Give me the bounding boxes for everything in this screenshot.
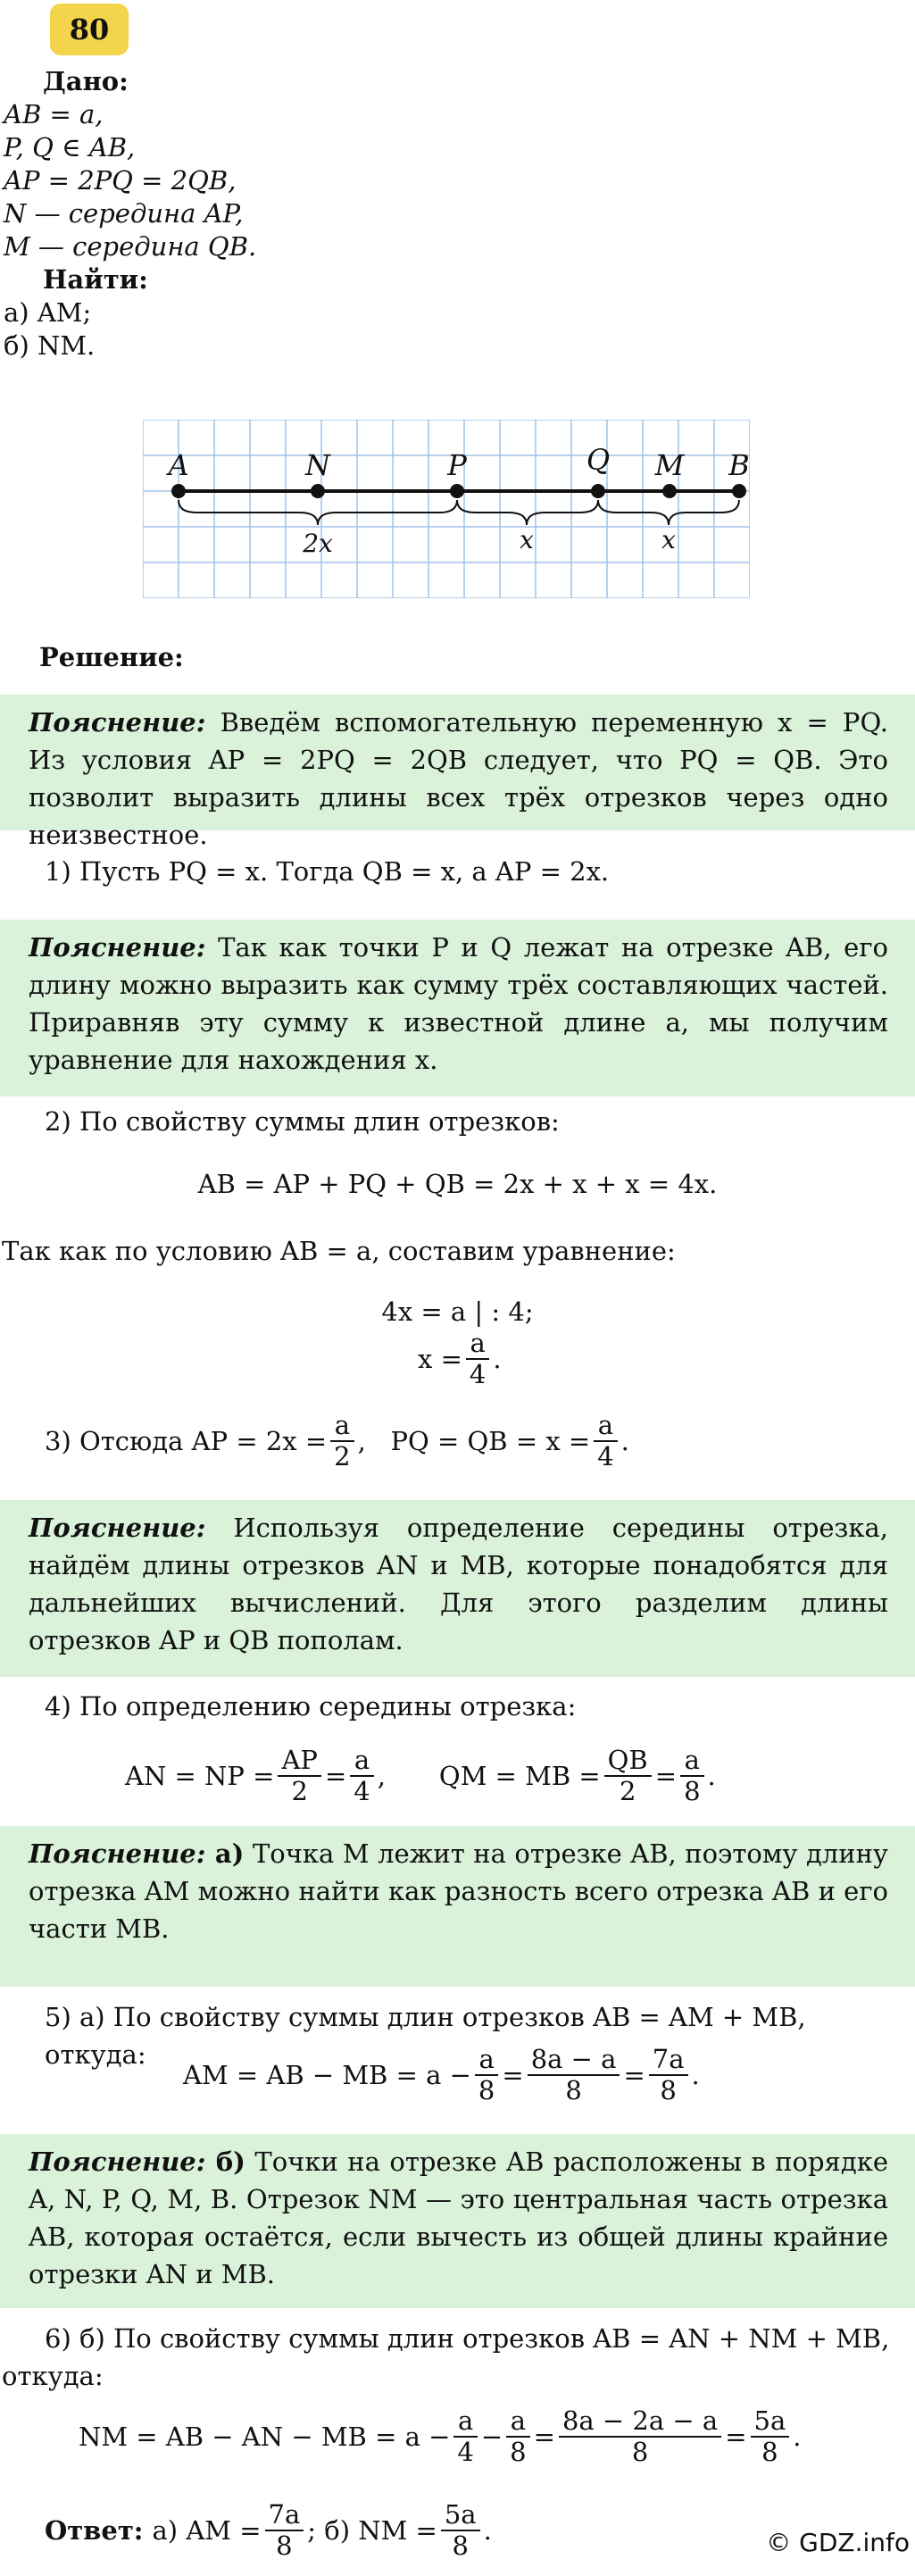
point-a (171, 484, 186, 498)
step-2: 2) По свойству суммы длин отрезков: (45, 1106, 560, 1137)
equation-am: AM = AB − MB = a − $\frac{a}{8}$ = $\frac{8a - a}{8}$ = $\frac{7a}{8}$ . (183, 2044, 700, 2106)
given-line: N — середина AP, (4, 198, 244, 229)
given-title: Дано: (43, 66, 129, 96)
note-lead: Пояснение: (29, 1513, 206, 1543)
note-lead: Пояснение: (29, 2147, 206, 2177)
given-line: P, Q ∈ AB, (4, 132, 136, 163)
equation-nm-left: NM = AB − AN − MB = a − (79, 2422, 451, 2453)
brace-qb (598, 500, 739, 525)
note-text: Введём вспомогательную переменную x = PQ. Из условия AP = 2PQ = 2QB следует, что PQ = QB. Это позволит выразить длины всех трёх отрезков через одно неизвестное. (29, 707, 888, 851)
step-5: 5) а) По свойству суммы длин отрезков AB = AM + MB, откуда: (45, 2002, 806, 2071)
fraction: $\frac{a}{4}$ (350, 1746, 373, 1807)
segment-diagram (143, 420, 750, 598)
label-n: N (305, 448, 330, 482)
equation-4x: 4x = a | : 4; (381, 1296, 534, 1327)
equation-an: AN = NP = $\frac{AP}{2}$ = $\frac{a}{4}$ , QM = MB = $\frac{QB}{2}$ = $\frac{a}{8}$ . (125, 1745, 716, 1807)
step-6: 6) б) По свойству суммы длин отрезков AB = AN + NM + MB, откуда: (2, 2323, 890, 2392)
label-b: B (728, 448, 750, 482)
answer-a: а) AM = (152, 2515, 262, 2547)
fraction: $\frac{8a - a}{8}$ (528, 2045, 620, 2106)
answer-label: Ответ: (45, 2515, 144, 2547)
explanation-note (0, 1500, 915, 1677)
answer-b: ; б) NM = (307, 2515, 437, 2547)
label-m: M (654, 448, 685, 482)
note-text: Точки на отрезке AB расположены в порядке A, N, P, Q, M, B. Отрезок NM — это центральная часть отрезка AB, которая остаётся, если вычесть из общей длины крайние отрезки AN и MB. (29, 2147, 888, 2290)
step-4: 4) По определению середины отрезка: (45, 1691, 577, 1722)
brace-label-2x: 2x (303, 529, 333, 558)
label-p: P (447, 448, 467, 482)
answer: Ответ: а) AM = $\frac{7a}{8}$ ; б) NM = $\frac{5a}{8}$ . (45, 2499, 492, 2562)
label-q: Q (586, 443, 611, 477)
brace-pq (457, 500, 598, 525)
label-a: A (168, 448, 189, 482)
fraction: $\frac{a}{4}$ (594, 1411, 617, 1472)
explanation-note (0, 920, 915, 1096)
explanation-note (0, 695, 915, 851)
step-1: 1) Пусть PQ = x. Тогда QB = x, а AP = 2x. (45, 856, 610, 887)
fraction: $\frac{5a}{8}$ (751, 2406, 790, 2468)
step-2-continued: Так как по условию AB = a, составим уравнение: (2, 1236, 676, 1266)
explanation-note (0, 1826, 915, 1987)
point-p (450, 484, 464, 498)
note-text: Точка M лежит на отрезке AB, поэтому длину отрезка AM можно найти как разность всего отрезка AB и его части MB. (29, 1838, 889, 1945)
fraction: $\frac{7a}{8}$ (649, 2045, 688, 2106)
note-lead: Пояснение: (29, 1838, 206, 1869)
equation-am-left: AM = AB − MB = a − (183, 2060, 471, 2091)
find-line: б) NM. (4, 330, 96, 361)
given-line: AB = a, (4, 99, 104, 129)
brace-label-x: x (520, 525, 534, 554)
equation-nm: NM = AB − AN − MB = a − $\frac{a}{4}$ − $\frac{a}{8}$ = $\frac{8a - 2a - a}{8}$ = $\frac{5a}{8}$ . (79, 2405, 802, 2468)
point-m (662, 484, 677, 498)
step-3-mid: , PQ = QB = x = (357, 1426, 591, 1457)
step-3-prefix: 3) Отсюда AP = 2x = (45, 1426, 328, 1457)
fraction: $\frac{a}{4}$ (453, 2406, 477, 2468)
step-3: 3) Отсюда AP = 2x = $\frac{a}{2}$ , PQ = QB = x = $\frac{a}{4}$ . (45, 1410, 629, 1472)
note-text: Используя определение середины отрезка, найдём длины отрезков AN и MB, которые понадобятся для дальнейших вычислений. Для этого разделим длины отрезков AP и QB пополам. (29, 1513, 888, 1656)
given-block (4, 63, 256, 360)
equation-ab: AB = AP + PQ + QB = 2x + x + x = 4x. (197, 1169, 718, 1199)
given-line: AP = 2PQ = 2QB, (4, 165, 237, 196)
equation-x-left: x = (418, 1344, 462, 1375)
fraction: $\frac{a}{8}$ (475, 2045, 498, 2106)
problem-number-badge: 80 (50, 4, 129, 55)
fraction: $\frac{7a}{8}$ (265, 2500, 304, 2562)
fraction: $\frac{a}{4}$ (466, 1329, 489, 1390)
fraction: $\frac{8a - 2a - a}{8}$ (559, 2406, 721, 2468)
note-part: б) (205, 2147, 245, 2177)
footer-logo[interactable]: © GDZ.info (766, 2528, 910, 2557)
find-title: Найти: (43, 264, 148, 295)
brace-ap (179, 500, 457, 525)
point-b (732, 484, 746, 498)
fraction: $\frac{QB}{2}$ (604, 1746, 652, 1807)
point-n (311, 484, 325, 498)
fraction: $\frac{a}{8}$ (506, 2406, 529, 2468)
fraction: $\frac{AP}{2}$ (278, 1746, 320, 1807)
fraction: $\frac{a}{8}$ (680, 1746, 703, 1807)
solution-title: Решение: (39, 642, 184, 672)
equation-an-left: AN = NP = (125, 1761, 275, 1792)
note-text: Так как точки P и Q лежат на отрезке AB, его длину можно выразить как сумму трёх составляющих частей. Приравняв эту сумму к известной длине a, мы получим уравнение для нахождения x. (29, 932, 888, 1076)
note-lead: Пояснение: (29, 707, 206, 738)
note-lead: Пояснение: (29, 932, 206, 963)
point-q (591, 484, 605, 498)
find-line: а) AM; (4, 297, 92, 328)
given-line: M — середина QB. (4, 231, 257, 262)
explanation-note (0, 2134, 915, 2308)
equation-qm-left: QM = MB = (438, 1761, 601, 1792)
equation-x: x = $\frac{a}{4}$ . (418, 1328, 502, 1390)
fraction: $\frac{5a}{8}$ (441, 2500, 480, 2562)
brace-label-x: x (661, 525, 676, 554)
fraction: $\frac{a}{2}$ (330, 1411, 354, 1472)
grid (143, 420, 750, 598)
note-part: а) (205, 1838, 245, 1869)
